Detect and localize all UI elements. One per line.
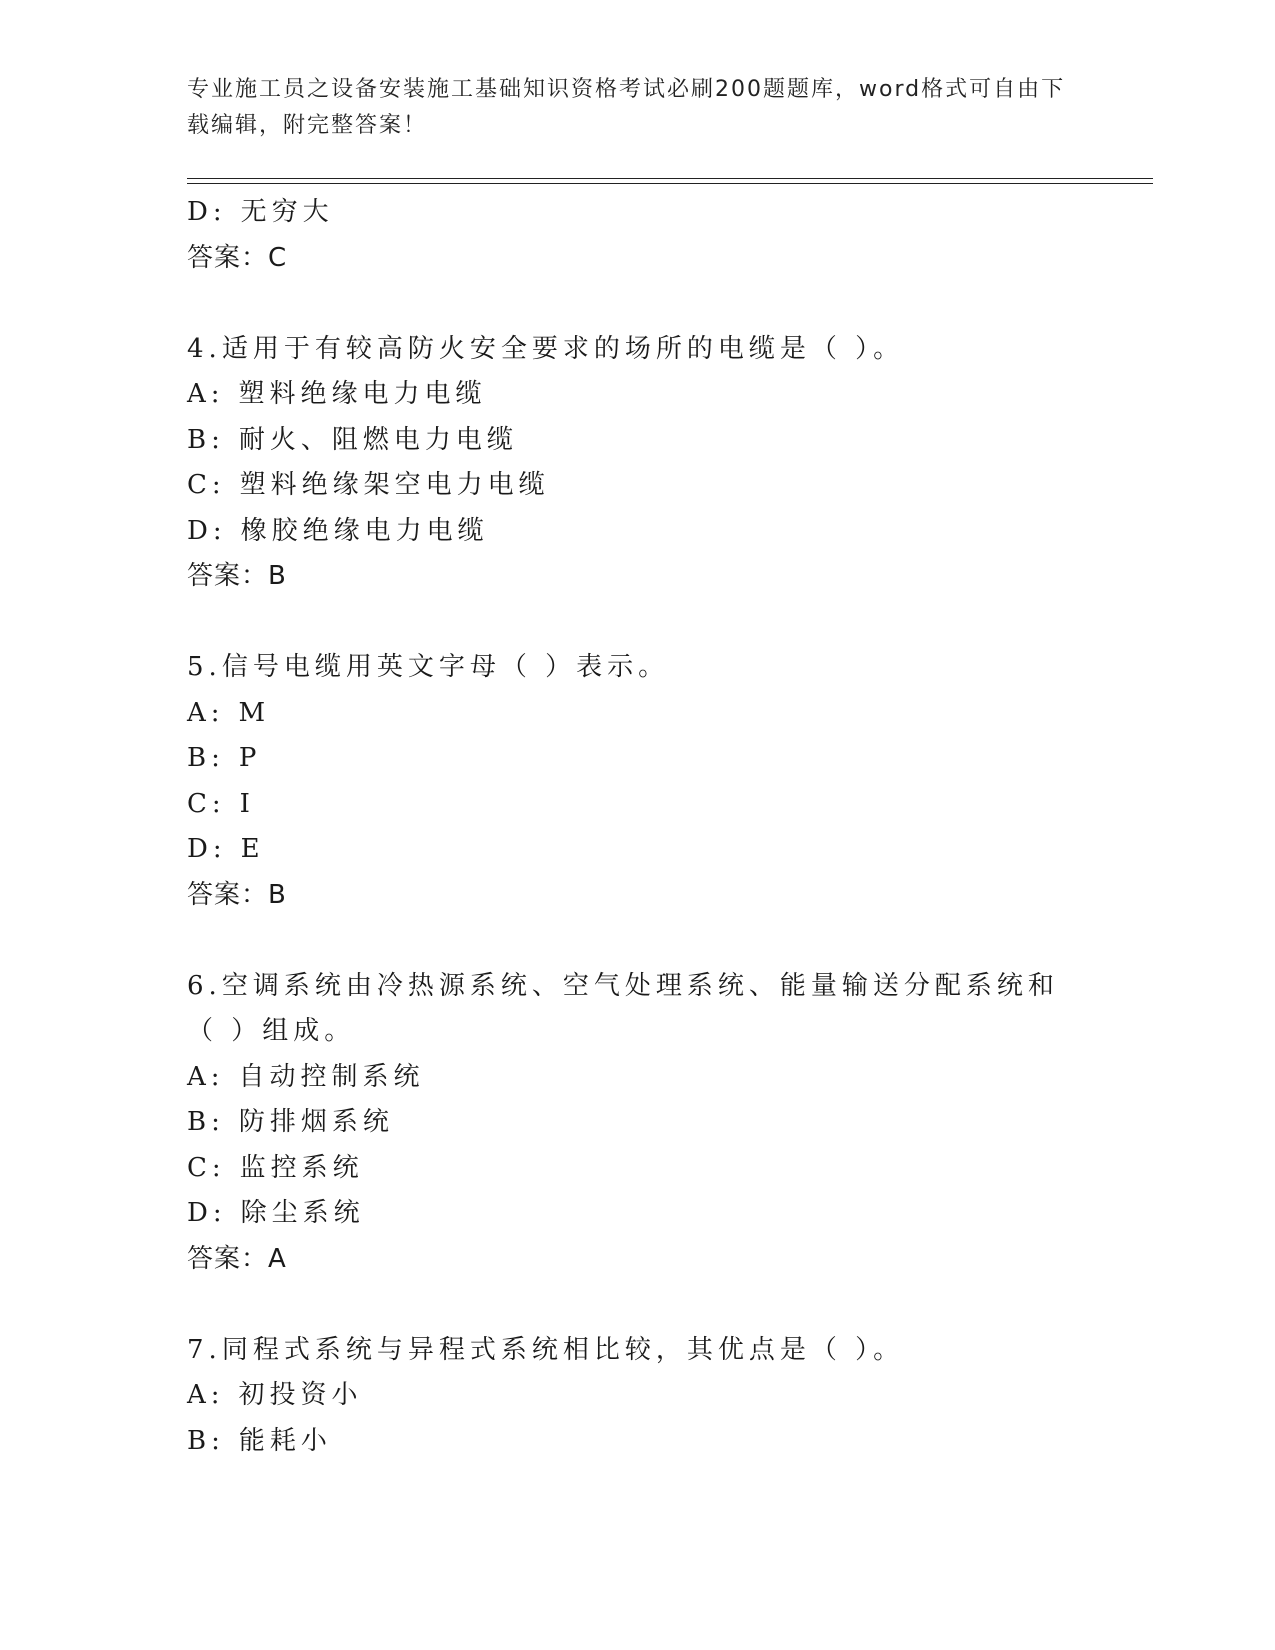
option-separator: :	[211, 1152, 226, 1183]
option-separator: :	[211, 1107, 225, 1137]
option-a	[187, 1373, 1087, 1419]
question-number: 5.	[187, 652, 222, 682]
answer-label: 答案：	[187, 242, 269, 273]
option-letter: B	[187, 424, 212, 455]
document-header: 专业施工员之设备安装施工基础知识资格考试必刷200题题库，word格式可自由下载编辑，附完整答案！	[187, 77, 1066, 138]
option-text: P	[238, 743, 262, 773]
option-separator: :	[212, 197, 227, 227]
option-b	[187, 418, 1087, 464]
question-text: 空调系统由冷热源系统、空气处理系统、能量输送分配系统和（ ）组成。	[187, 970, 1059, 1046]
option-text: 自动控制系统	[238, 1061, 425, 1092]
option-separator: :	[211, 1425, 225, 1456]
option-b	[187, 1419, 1087, 1465]
option-letter: B	[187, 1425, 212, 1456]
option-text: 无穷大	[240, 197, 334, 227]
answer-value: C	[268, 242, 288, 273]
answer-label: 答案：	[187, 879, 269, 910]
option-a	[187, 1055, 1087, 1101]
option-letter: A	[187, 697, 211, 728]
option-d	[187, 509, 1087, 555]
option-text: 塑料绝缘电力电缆	[238, 379, 487, 409]
answer-line	[187, 236, 1087, 282]
option-separator: :	[211, 470, 226, 500]
answer-label: 答案：	[187, 561, 269, 591]
option-letter: A	[187, 1380, 211, 1410]
option-letter: C	[187, 788, 212, 819]
question-text: 适用于有较高防火安全要求的场所的电缆是（ ）。	[221, 333, 905, 364]
option-separator: :	[212, 834, 227, 864]
option-a	[187, 691, 1087, 737]
option-separator: :	[210, 1380, 225, 1410]
option-separator: :	[211, 424, 225, 455]
option-letter: B	[187, 1107, 212, 1137]
option-letter: D	[187, 1198, 213, 1228]
option-text: M	[238, 697, 271, 728]
option-letter: D	[187, 834, 213, 864]
option-letter: D	[187, 197, 213, 227]
question-4	[187, 327, 1087, 373]
option-separator: :	[211, 788, 226, 819]
option-letter: C	[187, 470, 212, 500]
question-6	[187, 964, 1087, 1055]
answer-line	[187, 873, 1087, 919]
option-d	[187, 190, 1087, 236]
answer-value: B	[268, 561, 287, 591]
answer-label: 答案：	[187, 1243, 269, 1274]
option-text: E	[240, 834, 265, 864]
question-list	[187, 190, 1087, 1464]
option-d	[187, 1191, 1087, 1237]
option-text: 塑料绝缘架空电力电缆	[239, 470, 550, 500]
option-text: 防排烟系统	[238, 1107, 394, 1137]
option-text: 初投资小	[238, 1380, 363, 1410]
option-c	[187, 463, 1087, 509]
option-letter: A	[187, 379, 211, 409]
option-separator: :	[211, 743, 225, 773]
question-number: 4.	[187, 333, 222, 364]
option-b	[187, 736, 1087, 782]
option-separator: :	[210, 379, 225, 409]
question-text: 同程式系统与异程式系统相比较，其优点是（ ）。	[221, 1334, 905, 1365]
option-text: I	[239, 788, 255, 819]
option-text: 能耗小	[238, 1425, 332, 1456]
header-rule-top	[187, 178, 1153, 179]
question-number: 6.	[187, 970, 222, 1001]
option-separator: :	[212, 1198, 227, 1228]
option-text: 除尘系统	[240, 1198, 365, 1228]
option-letter: B	[187, 743, 212, 773]
answer-value: A	[268, 1243, 287, 1274]
option-d	[187, 827, 1087, 873]
option-a	[187, 372, 1087, 418]
question-5	[187, 645, 1087, 691]
option-separator: :	[212, 515, 227, 546]
option-c	[187, 782, 1087, 828]
answer-line	[187, 554, 1087, 600]
question-7	[187, 1328, 1087, 1374]
option-text: 耐火、阻燃电力电缆	[238, 424, 518, 455]
option-c	[187, 1146, 1087, 1192]
header-rule-bottom	[187, 183, 1153, 184]
option-letter: C	[187, 1152, 212, 1183]
option-letter: D	[187, 515, 213, 546]
option-b	[187, 1100, 1087, 1146]
option-separator: :	[210, 1061, 225, 1092]
option-text: 监控系统	[239, 1152, 364, 1183]
answer-value: B	[268, 879, 287, 910]
answer-line	[187, 1237, 1087, 1283]
option-letter: A	[187, 1061, 211, 1092]
option-text: 橡胶绝缘电力电缆	[240, 515, 489, 546]
question-text: 信号电缆用英文字母（ ）表示。	[221, 652, 670, 682]
question-number: 7.	[187, 1334, 222, 1365]
option-separator: :	[210, 697, 225, 728]
